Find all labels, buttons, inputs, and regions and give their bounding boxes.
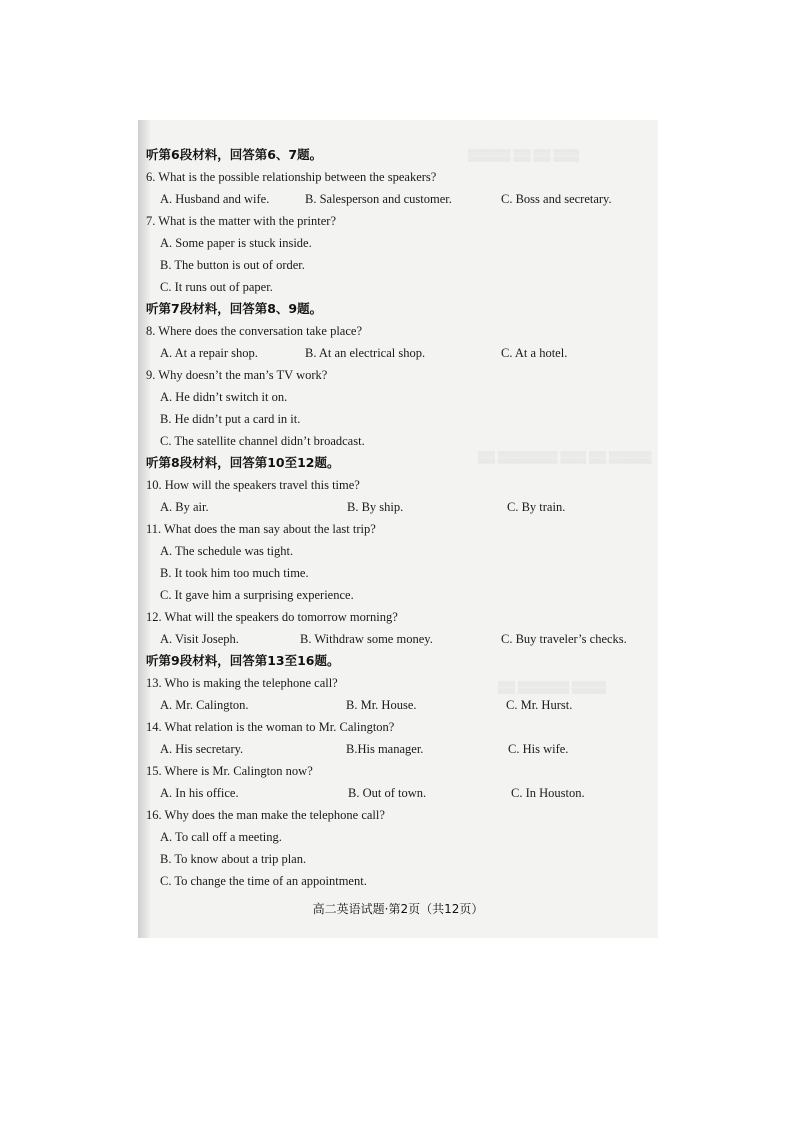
option-a: A. Husband and wife.	[160, 192, 270, 206]
option-a: A. He didn’t switch it on.	[160, 390, 288, 404]
option-c: C. The satellite channel didn’t broadcast.	[160, 434, 365, 448]
option-b: B. It took him too much time.	[160, 566, 309, 580]
option-a: A. Mr. Calington.	[160, 698, 249, 712]
option-b: B.His manager.	[346, 742, 424, 756]
scanned-page	[138, 120, 658, 938]
option-c: C. His wife.	[508, 742, 569, 756]
option-a: A. To call off a meeting.	[160, 830, 282, 844]
option-b: B. Salesperson and customer.	[305, 192, 452, 206]
options-row	[146, 188, 651, 210]
question-text: 13. Who is making the telephone call?	[146, 676, 338, 690]
bleed-through-text: ▒▒▒▒▒ ▒▒ ▒▒▒ ▒▒▒▒▒▒▒ ▒▒	[478, 450, 652, 464]
question-text: 9. Why doesn’t the man’s TV work?	[146, 368, 328, 382]
option-a: A. Visit Joseph.	[160, 632, 239, 646]
bleed-through-text: ▒▒▒ ▒▒ ▒▒ ▒▒▒▒▒	[468, 148, 580, 162]
option-c: C. Buy traveler’s checks.	[501, 632, 627, 646]
option-b: B. At an electrical shop.	[305, 346, 426, 360]
option-a: A. By air.	[160, 500, 209, 514]
option-b: B. Mr. House.	[346, 698, 417, 712]
option-b: B. By ship.	[347, 500, 404, 514]
option-b: B. To know about a trip plan.	[160, 852, 307, 866]
page-footer: 高二英语试题·第2页（共12页）	[312, 902, 484, 916]
options-row	[146, 496, 651, 518]
option-c: C. To change the time of an appointment.	[160, 874, 367, 888]
option-c: C. It gave him a surprising experience.	[160, 588, 354, 602]
option-c: C. Mr. Hurst.	[506, 698, 573, 712]
section-heading: 听第7段材料，回答第8、9题。	[146, 301, 323, 316]
question-text: 11. What does the man say about the last trip?	[146, 522, 376, 536]
question-text: 15. Where is Mr. Calington now?	[146, 764, 313, 778]
question-text: 10. How will the speakers travel this time?	[146, 478, 360, 492]
listening-section	[146, 144, 651, 892]
section-heading: 听第8段材料，回答第10至12题。	[146, 455, 340, 470]
option-b: B. He didn’t put a card in it.	[160, 412, 301, 426]
question-text: 8. Where does the conversation take place?	[146, 324, 362, 338]
option-c: C. By train.	[507, 500, 566, 514]
question-text: 7. What is the matter with the printer?	[146, 214, 336, 228]
options-row	[146, 342, 651, 364]
option-a: A. At a repair shop.	[160, 346, 258, 360]
option-b: B. Out of town.	[348, 786, 427, 800]
option-c: C. Boss and secretary.	[501, 192, 612, 206]
options-row	[146, 782, 651, 804]
options-row	[146, 628, 651, 650]
option-b: B. The button is out of order.	[160, 258, 305, 272]
options-row	[146, 694, 651, 716]
question-text: 12. What will the speakers do tomorrow morning?	[146, 610, 398, 624]
bleed-through-text: ▒▒▒▒ ▒▒▒▒▒▒ ▒▒	[498, 680, 607, 694]
option-a: A. Some paper is stuck inside.	[160, 236, 312, 250]
question-text: 16. Why does the man make the telephone call?	[146, 808, 385, 822]
option-c: C. In Houston.	[511, 786, 585, 800]
option-c: C. It runs out of paper.	[160, 280, 273, 294]
question-text: 6. What is the possible relationship between the speakers?	[146, 170, 437, 184]
option-c: C. At a hotel.	[501, 346, 568, 360]
option-b: B. Withdraw some money.	[300, 632, 433, 646]
section-heading: 听第9段材料，回答第13至16题。	[146, 653, 340, 668]
option-a: A. His secretary.	[160, 742, 244, 756]
option-a: A. The schedule was tight.	[160, 544, 294, 558]
question-text: 14. What relation is the woman to Mr. Calington?	[146, 720, 395, 734]
option-a: A. In his office.	[160, 786, 239, 800]
section-heading: 听第6段材料，回答第6、7题。	[146, 147, 323, 162]
options-row	[146, 738, 651, 760]
